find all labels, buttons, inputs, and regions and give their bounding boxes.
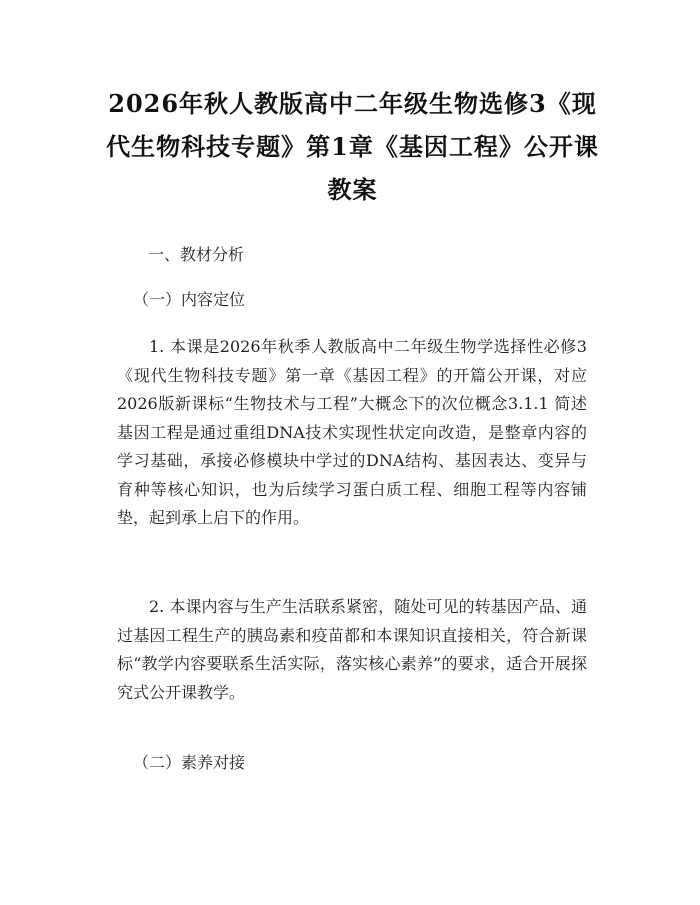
paragraph-content-positioning-1: 1. 本课是2026年秋季人教版高中二年级生物学选择性必修3《现代生物科技专题》第一章《基因工程》的开篇公开课，对应2026版新课标“生物技术与工程”大概念下的次位概念3.1.1 简述基因工程是通过重组DNA技术实现性状定向改造，是整章内容的学习基础，承接必修模块中学过的DNA结构、基因表达、变异与育种等核心知识，也为后续学习蛋白质工程、细胞工程等内容铺垫，起到承上启下的作用。 [117, 337, 587, 527]
paragraph-content-positioning-2: 2. 本课内容与生产生活联系紧密，随处可见的转基因产品、通过基因工程生产的胰岛素和疫苗都和本课知识直接相关，符合新课标“教学内容要联系生活实际，落实核心素养”的要求，适合开展探究式公开课教学。 [117, 597, 587, 702]
subsection-heading-literacy-alignment: （二）素养对接 [133, 753, 246, 772]
section-heading-textbook-analysis: 一、教材分析 [148, 245, 245, 264]
subsection-heading-content-positioning: （一）内容定位 [133, 290, 246, 309]
document-title: 2026年秋人教版高中二年级生物选修3《现代生物科技专题》第1章《基因工程》公开课教案 [106, 89, 599, 204]
